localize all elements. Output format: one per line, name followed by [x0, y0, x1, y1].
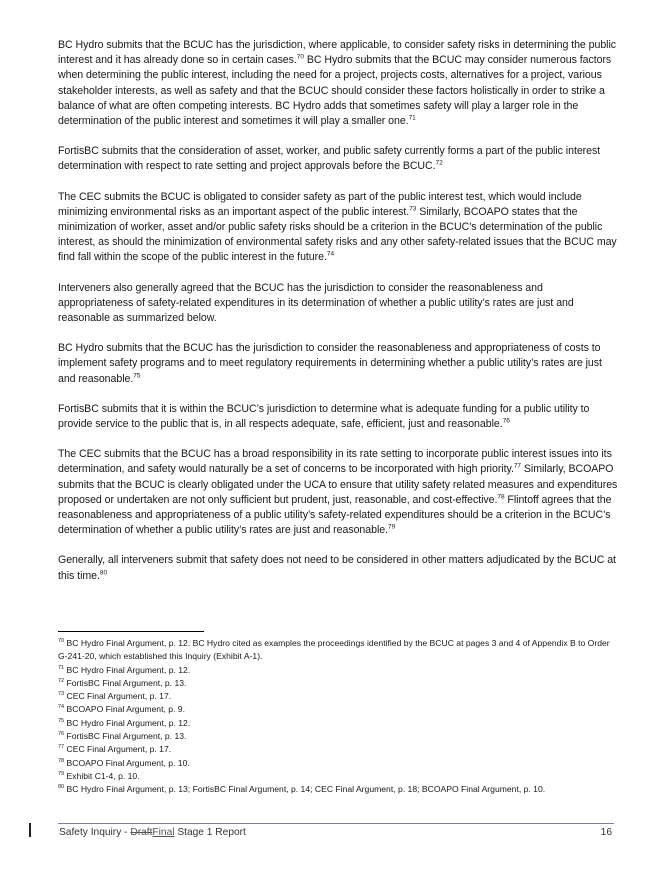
footnote-ref[interactable]: 80: [99, 569, 108, 577]
footer-rule: [58, 823, 614, 824]
footnote-item: $^{80}$ BC Hydro Final Argument, p. 13; FortisBC Final Argument, p. 14; CEC Final Argument, p. 18; BCOAPO Final Argument, p. 10.: [58, 784, 546, 795]
footnote-item: $^{73}$ CEC Final Argument, p. 17.: [58, 691, 172, 702]
footnote-ref[interactable]: 75: [133, 372, 141, 380]
footnote-ref[interactable]: 74: [326, 250, 335, 258]
footnote-item: $^{72}$ FortisBC Final Argument, p. 13.: [58, 677, 187, 688]
footnote-separator: [58, 631, 204, 632]
footnote-ref[interactable]: 70: [296, 53, 304, 61]
footnote-ref[interactable]: 79: [388, 523, 396, 531]
footnote-item: $^{75}$ BC Hydro Final Argument, p. 12.: [58, 717, 191, 728]
footnote-ref[interactable]: 76: [502, 417, 510, 425]
footer-title: Safety Inquiry - DraftFinal Stage 1 Report: [59, 827, 246, 838]
paragraph-interveners-agreed: Interveners also generally agreed that the BCUC has the jurisdiction to consider the reasonableness and appropriateness of safety-related expenditures in its determination of whether a public utility’s rates are just and reasonable as summarized below.: [58, 281, 574, 325]
paragraph-fortisbc-public-interest: FortisBC submits that the consideration of asset, worker, and public safety currently forms a part of the public interest determination with respect to rate setting and project approvals before the BCUC.$^{72}$: [58, 145, 601, 173]
footnote-item: $^{79}$ Exhibit C1-4, p. 10.: [58, 770, 140, 781]
footnote-ref[interactable]: 72: [435, 159, 443, 167]
paragraph-generally-interveners: Generally, all interveners submit that safety does not need to be considered in other matters adjudicated by the BCUC at this time.$^{80}$: [58, 554, 616, 582]
document-body: [58, 38, 618, 599]
footnote-item: $^{74}$ BCOAPO Final Argument, p. 9.: [58, 704, 185, 715]
paragraph-bc-hydro-costs: BC Hydro submits that the BCUC has the jurisdiction to consider the reasonableness and appropriateness of costs to implement safety programs and to meet regulatory requirements in determining whether a public utility’s rates are just and reasonable.$^{75}$: [58, 342, 602, 385]
paragraph-bc-hydro-public-interest: BC Hydro submits that the BCUC has the jurisdiction, where applicable, to consider safety risks in determining the public interest and it has already done so in certain cases.$^{70}$ BC Hydro submits that the BCUC may consider numerous factors when determining the public interest, including the need for a project, projects costs, alternatives for a project, various stakeholder interests, as well as safety and that the BCUC should consider these factors holistically in order to strike a balance of what are often competing interests. BC Hydro adds that sometimes safety will play a larger role in the determination of the public interest and sometimes it will play a smaller one.$^{71}$: [58, 39, 617, 128]
footnote-ref[interactable]: 71: [408, 114, 416, 122]
footnote-ref[interactable]: 77: [513, 462, 521, 470]
footnotes-section: [58, 637, 618, 797]
tracked-deletion: Draft: [130, 827, 153, 838]
footnote-item: $^{71}$ BC Hydro Final Argument, p. 12.: [58, 664, 191, 675]
tracked-insertion: Final: [152, 827, 175, 838]
footnote-item: $^{77}$ CEC Final Argument, p. 17.: [58, 744, 172, 755]
page-number: 16: [600, 827, 612, 838]
footnote-ref[interactable]: 73: [409, 205, 417, 213]
footnote-ref[interactable]: 78: [497, 493, 505, 501]
paragraph-cec-public-interest: The CEC submits the BCUC is obligated to consider safety as part of the public interest test, which would include minimizing environmental risks as an important aspect of the public interest.$^{73}$ Similarly, BCOAPO states that the minimization of worker, asset and/or public safety risks should be a criterion in the BCUC’s determination of the public interest, as should the minimization of environmental safety risks and any other safety-related issues that the BCUC may find fall within the scope of the public interest in the future.$^{74}$: [58, 190, 617, 264]
footnote-item: $^{78}$ BCOAPO Final Argument, p. 10.: [58, 757, 190, 768]
revision-change-bar: [29, 823, 31, 837]
footnote-item: $^{70}$ BC Hydro Final Argument, p. 12. BC Hydro cited as examples the proceedings identified by the BCUC at pages 3 and 4 of Appendix B to Order G-241-20, which established this Inquiry (Exhibit A-1).: [58, 638, 610, 662]
paragraph-cec-rate-setting: The CEC submits that the BCUC has a broad responsibility in its rate setting to incorporate public interest issues into its determination, and safety would naturally be a set of concerns to be incorporated with high priority.$^{77}$ Similarly, BCOAPO submits that the BCUC is clearly obligated under the UCA to ensure that utility safety related measures and expenditures proposed or undertaken are not only sufficient but prudent, just, reasonable, and cost-effective.$^{78}$ Flintoff agrees that the reasonableness and appropriateness of a public utility’s safety-related expenditures should be a criterion in the BCUC’s determination of whether a public utility’s rates are just and reasonable.$^{79}$: [58, 448, 618, 537]
paragraph-fortisbc-funding: FortisBC submits that it is within the BCUC’s jurisdiction to determine what is adequate funding for a public utility to provide service to the public that is, in all respects adequate, safe, efficient, just and reasonable.$^{76}$: [58, 402, 590, 431]
footnote-item: $^{76}$ FortisBC Final Argument, p. 13.: [58, 731, 187, 742]
